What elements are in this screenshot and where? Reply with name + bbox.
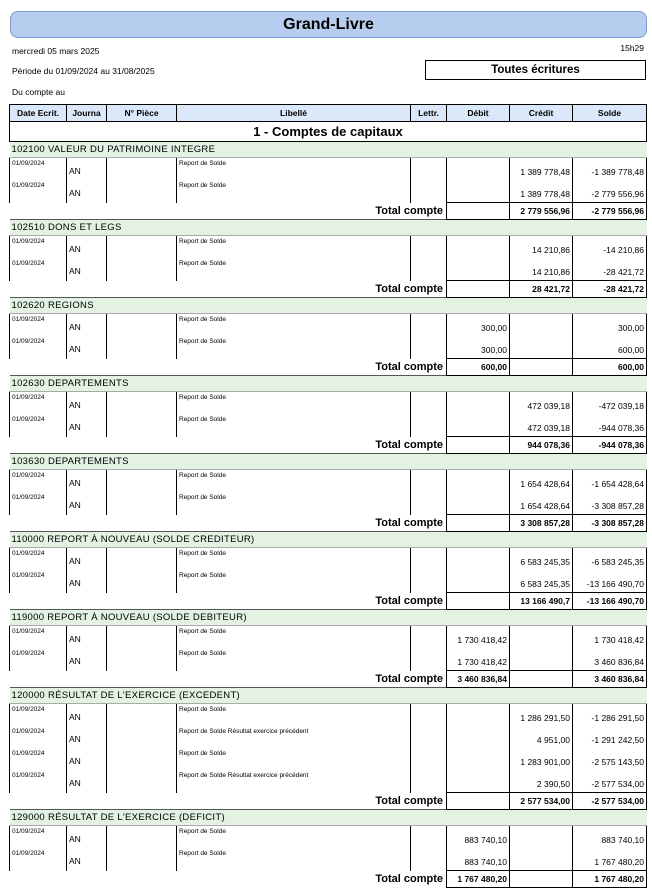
entry-debit (447, 548, 510, 571)
entry-journal: AN (67, 314, 107, 337)
entry-row (10, 158, 647, 181)
column-header-row (10, 105, 647, 122)
total-credit: 2 577 534,00 (510, 793, 573, 810)
entry-date: 01/09/2024 (10, 826, 67, 849)
entry-libelle: Report de Solde (177, 392, 411, 415)
account-name: 102630 DEPARTEMENTS (10, 376, 647, 392)
col-credit: Crédit (510, 105, 573, 122)
entry-libelle: Report de Solde (177, 492, 411, 515)
account-header-row (10, 610, 647, 626)
total-row (10, 359, 647, 376)
entry-piece (107, 392, 177, 415)
entry-debit: 1 730 418,42 (447, 648, 510, 671)
entry-piece (107, 336, 177, 359)
entry-credit (510, 848, 573, 871)
entry-debit (447, 492, 510, 515)
entry-piece (107, 548, 177, 571)
total-solde: -2 779 556,96 (573, 203, 647, 220)
entry-piece (107, 158, 177, 181)
entry-lettrage (411, 236, 447, 259)
entry-solde: -944 078,36 (573, 414, 647, 437)
total-solde: 3 460 836,84 (573, 671, 647, 688)
total-label: Total compte (375, 204, 443, 217)
account-header-row (10, 810, 647, 826)
entry-debit (447, 414, 510, 437)
col-debit: Débit (447, 105, 510, 122)
total-debit (447, 203, 510, 220)
account-name: 102620 REGIONS (10, 298, 647, 314)
total-debit (447, 793, 510, 810)
total-row (10, 593, 647, 610)
entry-solde: -2 575 143,50 (573, 748, 647, 770)
total-solde: -13 166 490,70 (573, 593, 647, 610)
entry-date: 01/09/2024 (10, 704, 67, 727)
entry-row (10, 848, 647, 871)
total-solde: -3 308 857,28 (573, 515, 647, 532)
total-solde: -28 421,72 (573, 281, 647, 298)
period: Période du 01/09/2024 au 31/08/2025 (12, 66, 155, 76)
total-credit: 2 779 556,96 (510, 203, 573, 220)
account-name: 119000 REPORT À NOUVEAU (SOLDE DEBITEUR) (10, 610, 647, 626)
entry-journal: AN (67, 492, 107, 515)
entry-credit (510, 314, 573, 337)
entry-date: 01/09/2024 (10, 258, 67, 281)
entry-debit: 300,00 (447, 336, 510, 359)
entry-solde: -6 583 245,35 (573, 548, 647, 571)
print-date: mercredi 05 mars 2025 (12, 46, 100, 56)
entry-debit (447, 470, 510, 493)
entry-row (10, 548, 647, 571)
entry-credit (510, 626, 573, 649)
total-solde: -944 078,36 (573, 437, 647, 454)
entry-solde: 883 740,10 (573, 826, 647, 849)
entry-libelle: Report de Solde (177, 180, 411, 203)
print-time: 15h29 (620, 43, 644, 53)
entry-lettrage (411, 704, 447, 727)
entry-date: 01/09/2024 (10, 180, 67, 203)
entry-lettrage (411, 748, 447, 770)
entry-libelle: Report de Solde (177, 258, 411, 281)
entry-lettrage (411, 414, 447, 437)
ledger-table (9, 104, 647, 888)
entry-piece (107, 236, 177, 259)
entry-piece (107, 626, 177, 649)
section-title: 1 - Comptes de capitaux (10, 122, 647, 142)
entry-date: 01/09/2024 (10, 414, 67, 437)
total-debit (447, 515, 510, 532)
report-title: Grand-Livre (10, 11, 647, 38)
entry-date: 01/09/2024 (10, 492, 67, 515)
entry-journal: AN (67, 570, 107, 593)
account-name: 110000 REPORT À NOUVEAU (SOLDE CREDITEUR) (10, 532, 647, 548)
entry-piece (107, 748, 177, 770)
entry-lettrage (411, 570, 447, 593)
entry-credit: 1 283 901,00 (510, 748, 573, 770)
entry-piece (107, 570, 177, 593)
entry-journal: AN (67, 336, 107, 359)
account-header-row (10, 220, 647, 236)
total-label: Total compte (375, 794, 443, 807)
entry-lettrage (411, 770, 447, 793)
entry-debit: 883 740,10 (447, 826, 510, 849)
entry-date: 01/09/2024 (10, 236, 67, 259)
entry-journal: AN (67, 826, 107, 849)
total-row (10, 203, 647, 220)
col-date: Date Ecrit. (10, 105, 67, 122)
total-debit: 600,00 (447, 359, 510, 376)
entry-libelle: Report de Solde (177, 336, 411, 359)
entry-debit (447, 258, 510, 281)
account-header-row (10, 298, 647, 314)
entry-piece (107, 314, 177, 337)
entry-journal: AN (67, 414, 107, 437)
account-name: 102510 DONS ET LEGS (10, 220, 647, 236)
entry-piece (107, 414, 177, 437)
entry-piece (107, 704, 177, 727)
entry-lettrage (411, 258, 447, 281)
entry-lettrage (411, 492, 447, 515)
entry-journal: AN (67, 158, 107, 181)
entry-libelle: Report de Solde (177, 626, 411, 649)
entry-piece (107, 258, 177, 281)
entry-debit (447, 570, 510, 593)
total-solde: -2 577 534,00 (573, 793, 647, 810)
entry-libelle: Report de Solde (177, 704, 411, 727)
entry-row (10, 570, 647, 593)
entry-debit (447, 392, 510, 415)
account-name: 102100 VALEUR DU PATRIMOINE INTEGRE (10, 142, 647, 158)
entry-row (10, 626, 647, 649)
total-debit: 1 767 480,20 (447, 871, 510, 888)
entry-row (10, 236, 647, 259)
entry-solde: -472 039,18 (573, 392, 647, 415)
entry-credit (510, 826, 573, 849)
total-credit (510, 671, 573, 688)
entry-libelle: Report de Solde (177, 848, 411, 871)
entry-libelle: Report de Solde Résultat exercice précédent (177, 726, 411, 748)
entry-debit (447, 748, 510, 770)
entry-credit: 472 039,18 (510, 392, 573, 415)
entry-solde: 1 730 418,42 (573, 626, 647, 649)
entry-date: 01/09/2024 (10, 770, 67, 793)
entry-solde: 3 460 836,84 (573, 648, 647, 671)
entry-row (10, 336, 647, 359)
entry-date: 01/09/2024 (10, 726, 67, 748)
entry-libelle: Report de Solde (177, 570, 411, 593)
entry-journal: AN (67, 726, 107, 748)
entry-solde: 600,00 (573, 336, 647, 359)
account-header-row (10, 688, 647, 704)
total-row (10, 437, 647, 454)
total-row (10, 871, 647, 888)
entry-journal: AN (67, 392, 107, 415)
total-label: Total compte (375, 282, 443, 295)
entry-piece (107, 848, 177, 871)
entry-journal: AN (67, 748, 107, 770)
entry-journal: AN (67, 704, 107, 727)
entry-date: 01/09/2024 (10, 314, 67, 337)
col-libelle: Libellé (177, 105, 411, 122)
entry-credit: 1 654 428,64 (510, 492, 573, 515)
total-credit: 3 308 857,28 (510, 515, 573, 532)
total-solde: 600,00 (573, 359, 647, 376)
entry-lettrage (411, 470, 447, 493)
col-piece: N° Pièce (107, 105, 177, 122)
entry-libelle: Report de Solde (177, 826, 411, 849)
entry-debit (447, 158, 510, 181)
entry-date: 01/09/2024 (10, 626, 67, 649)
total-label: Total compte (375, 873, 443, 885)
total-label: Total compte (375, 438, 443, 451)
entry-debit (447, 180, 510, 203)
entry-solde: -13 166 490,70 (573, 570, 647, 593)
entry-credit: 1 389 778,48 (510, 180, 573, 203)
entry-credit: 1 654 428,64 (510, 470, 573, 493)
total-debit (447, 593, 510, 610)
total-row (10, 671, 647, 688)
entry-solde: -1 286 291,50 (573, 704, 647, 727)
entry-journal: AN (67, 770, 107, 793)
entry-row (10, 180, 647, 203)
entry-credit: 1 389 778,48 (510, 158, 573, 181)
entry-piece (107, 492, 177, 515)
entry-row (10, 770, 647, 793)
entry-solde: -3 308 857,28 (573, 492, 647, 515)
entry-credit: 2 390,50 (510, 770, 573, 793)
entry-lettrage (411, 826, 447, 849)
entry-solde: -2 779 556,96 (573, 180, 647, 203)
entry-lettrage (411, 392, 447, 415)
account-header-row (10, 532, 647, 548)
entry-credit: 14 210,86 (510, 236, 573, 259)
entry-debit (447, 726, 510, 748)
entry-solde: -14 210,86 (573, 236, 647, 259)
entry-debit: 300,00 (447, 314, 510, 337)
total-debit: 3 460 836,84 (447, 671, 510, 688)
filter-box: Toutes écritures (425, 60, 646, 80)
entry-solde: -28 421,72 (573, 258, 647, 281)
entry-credit: 4 951,00 (510, 726, 573, 748)
entry-date: 01/09/2024 (10, 158, 67, 181)
entry-debit (447, 704, 510, 727)
entry-credit (510, 336, 573, 359)
entry-lettrage (411, 158, 447, 181)
entry-libelle: Report de Solde (177, 414, 411, 437)
entry-row (10, 648, 647, 671)
col-journal: Journa (67, 105, 107, 122)
total-credit: 13 166 490,7 (510, 593, 573, 610)
entry-credit (510, 648, 573, 671)
account-name: 103630 DEPARTEMENTS (10, 454, 647, 470)
entry-journal: AN (67, 548, 107, 571)
ledger-body (10, 122, 647, 888)
total-label: Total compte (375, 672, 443, 685)
total-credit: 28 421,72 (510, 281, 573, 298)
entry-libelle: Report de Solde (177, 470, 411, 493)
entry-date: 01/09/2024 (10, 336, 67, 359)
entry-lettrage (411, 180, 447, 203)
entry-credit: 6 583 245,35 (510, 548, 573, 571)
entry-journal: AN (67, 180, 107, 203)
total-row (10, 793, 647, 810)
entry-libelle: Report de Solde (177, 236, 411, 259)
entry-row (10, 414, 647, 437)
entry-libelle: Report de Solde (177, 158, 411, 181)
entry-row (10, 314, 647, 337)
account-range: Du compte au (12, 87, 65, 97)
entry-solde: -1 389 778,48 (573, 158, 647, 181)
entry-lettrage (411, 848, 447, 871)
entry-libelle: Report de Solde (177, 548, 411, 571)
entry-solde: -1 654 428,64 (573, 470, 647, 493)
total-label: Total compte (375, 360, 443, 373)
entry-lettrage (411, 626, 447, 649)
entry-journal: AN (67, 848, 107, 871)
entry-journal: AN (67, 626, 107, 649)
col-solde: Solde (573, 105, 647, 122)
entry-journal: AN (67, 470, 107, 493)
entry-debit: 883 740,10 (447, 848, 510, 871)
total-credit (510, 359, 573, 376)
entry-libelle: Report de Solde (177, 648, 411, 671)
entry-row (10, 258, 647, 281)
entry-journal: AN (67, 236, 107, 259)
entry-credit: 472 039,18 (510, 414, 573, 437)
entry-row (10, 726, 647, 748)
entry-credit: 6 583 245,35 (510, 570, 573, 593)
entry-date: 01/09/2024 (10, 748, 67, 770)
total-row (10, 515, 647, 532)
entry-debit (447, 770, 510, 793)
entry-piece (107, 470, 177, 493)
entry-debit (447, 236, 510, 259)
entry-lettrage (411, 648, 447, 671)
entry-row (10, 704, 647, 727)
account-name: 120000 RÉSULTAT DE L'EXERCICE (EXCEDENT) (10, 688, 647, 704)
entry-libelle: Report de Solde (177, 748, 411, 770)
entry-piece (107, 826, 177, 849)
entry-row (10, 748, 647, 770)
entry-date: 01/09/2024 (10, 392, 67, 415)
account-header-row (10, 376, 647, 392)
entry-journal: AN (67, 258, 107, 281)
total-debit (447, 281, 510, 298)
entry-journal: AN (67, 648, 107, 671)
entry-piece (107, 726, 177, 748)
entry-credit: 1 286 291,50 (510, 704, 573, 727)
entry-date: 01/09/2024 (10, 848, 67, 871)
entry-solde: -2 577 534,00 (573, 770, 647, 793)
entry-solde: 300,00 (573, 314, 647, 337)
entry-row (10, 392, 647, 415)
entry-libelle: Report de Solde Résultat exercice précédent (177, 770, 411, 793)
entry-row (10, 826, 647, 849)
account-header-row (10, 454, 647, 470)
entry-row (10, 470, 647, 493)
entry-lettrage (411, 314, 447, 337)
section-row (10, 122, 647, 142)
total-label: Total compte (375, 594, 443, 607)
entry-solde: 1 767 480,20 (573, 848, 647, 871)
entry-lettrage (411, 726, 447, 748)
entry-libelle: Report de Solde (177, 314, 411, 337)
account-header-row (10, 142, 647, 158)
entry-date: 01/09/2024 (10, 570, 67, 593)
account-name: 129000 RÉSULTAT DE L'EXERCICE (DEFICIT) (10, 810, 647, 826)
entry-lettrage (411, 336, 447, 359)
entry-piece (107, 648, 177, 671)
total-solde: 1 767 480,20 (573, 871, 647, 888)
entry-piece (107, 180, 177, 203)
entry-debit: 1 730 418,42 (447, 626, 510, 649)
entry-solde: -1 291 242,50 (573, 726, 647, 748)
col-lettrage: Lettr. (411, 105, 447, 122)
total-row (10, 281, 647, 298)
entry-row (10, 492, 647, 515)
entry-credit: 14 210,86 (510, 258, 573, 281)
total-credit (510, 871, 573, 888)
entry-date: 01/09/2024 (10, 548, 67, 571)
total-debit (447, 437, 510, 454)
entry-lettrage (411, 548, 447, 571)
entry-date: 01/09/2024 (10, 648, 67, 671)
entry-piece (107, 770, 177, 793)
entry-date: 01/09/2024 (10, 470, 67, 493)
total-label: Total compte (375, 516, 443, 529)
total-credit: 944 078,36 (510, 437, 573, 454)
